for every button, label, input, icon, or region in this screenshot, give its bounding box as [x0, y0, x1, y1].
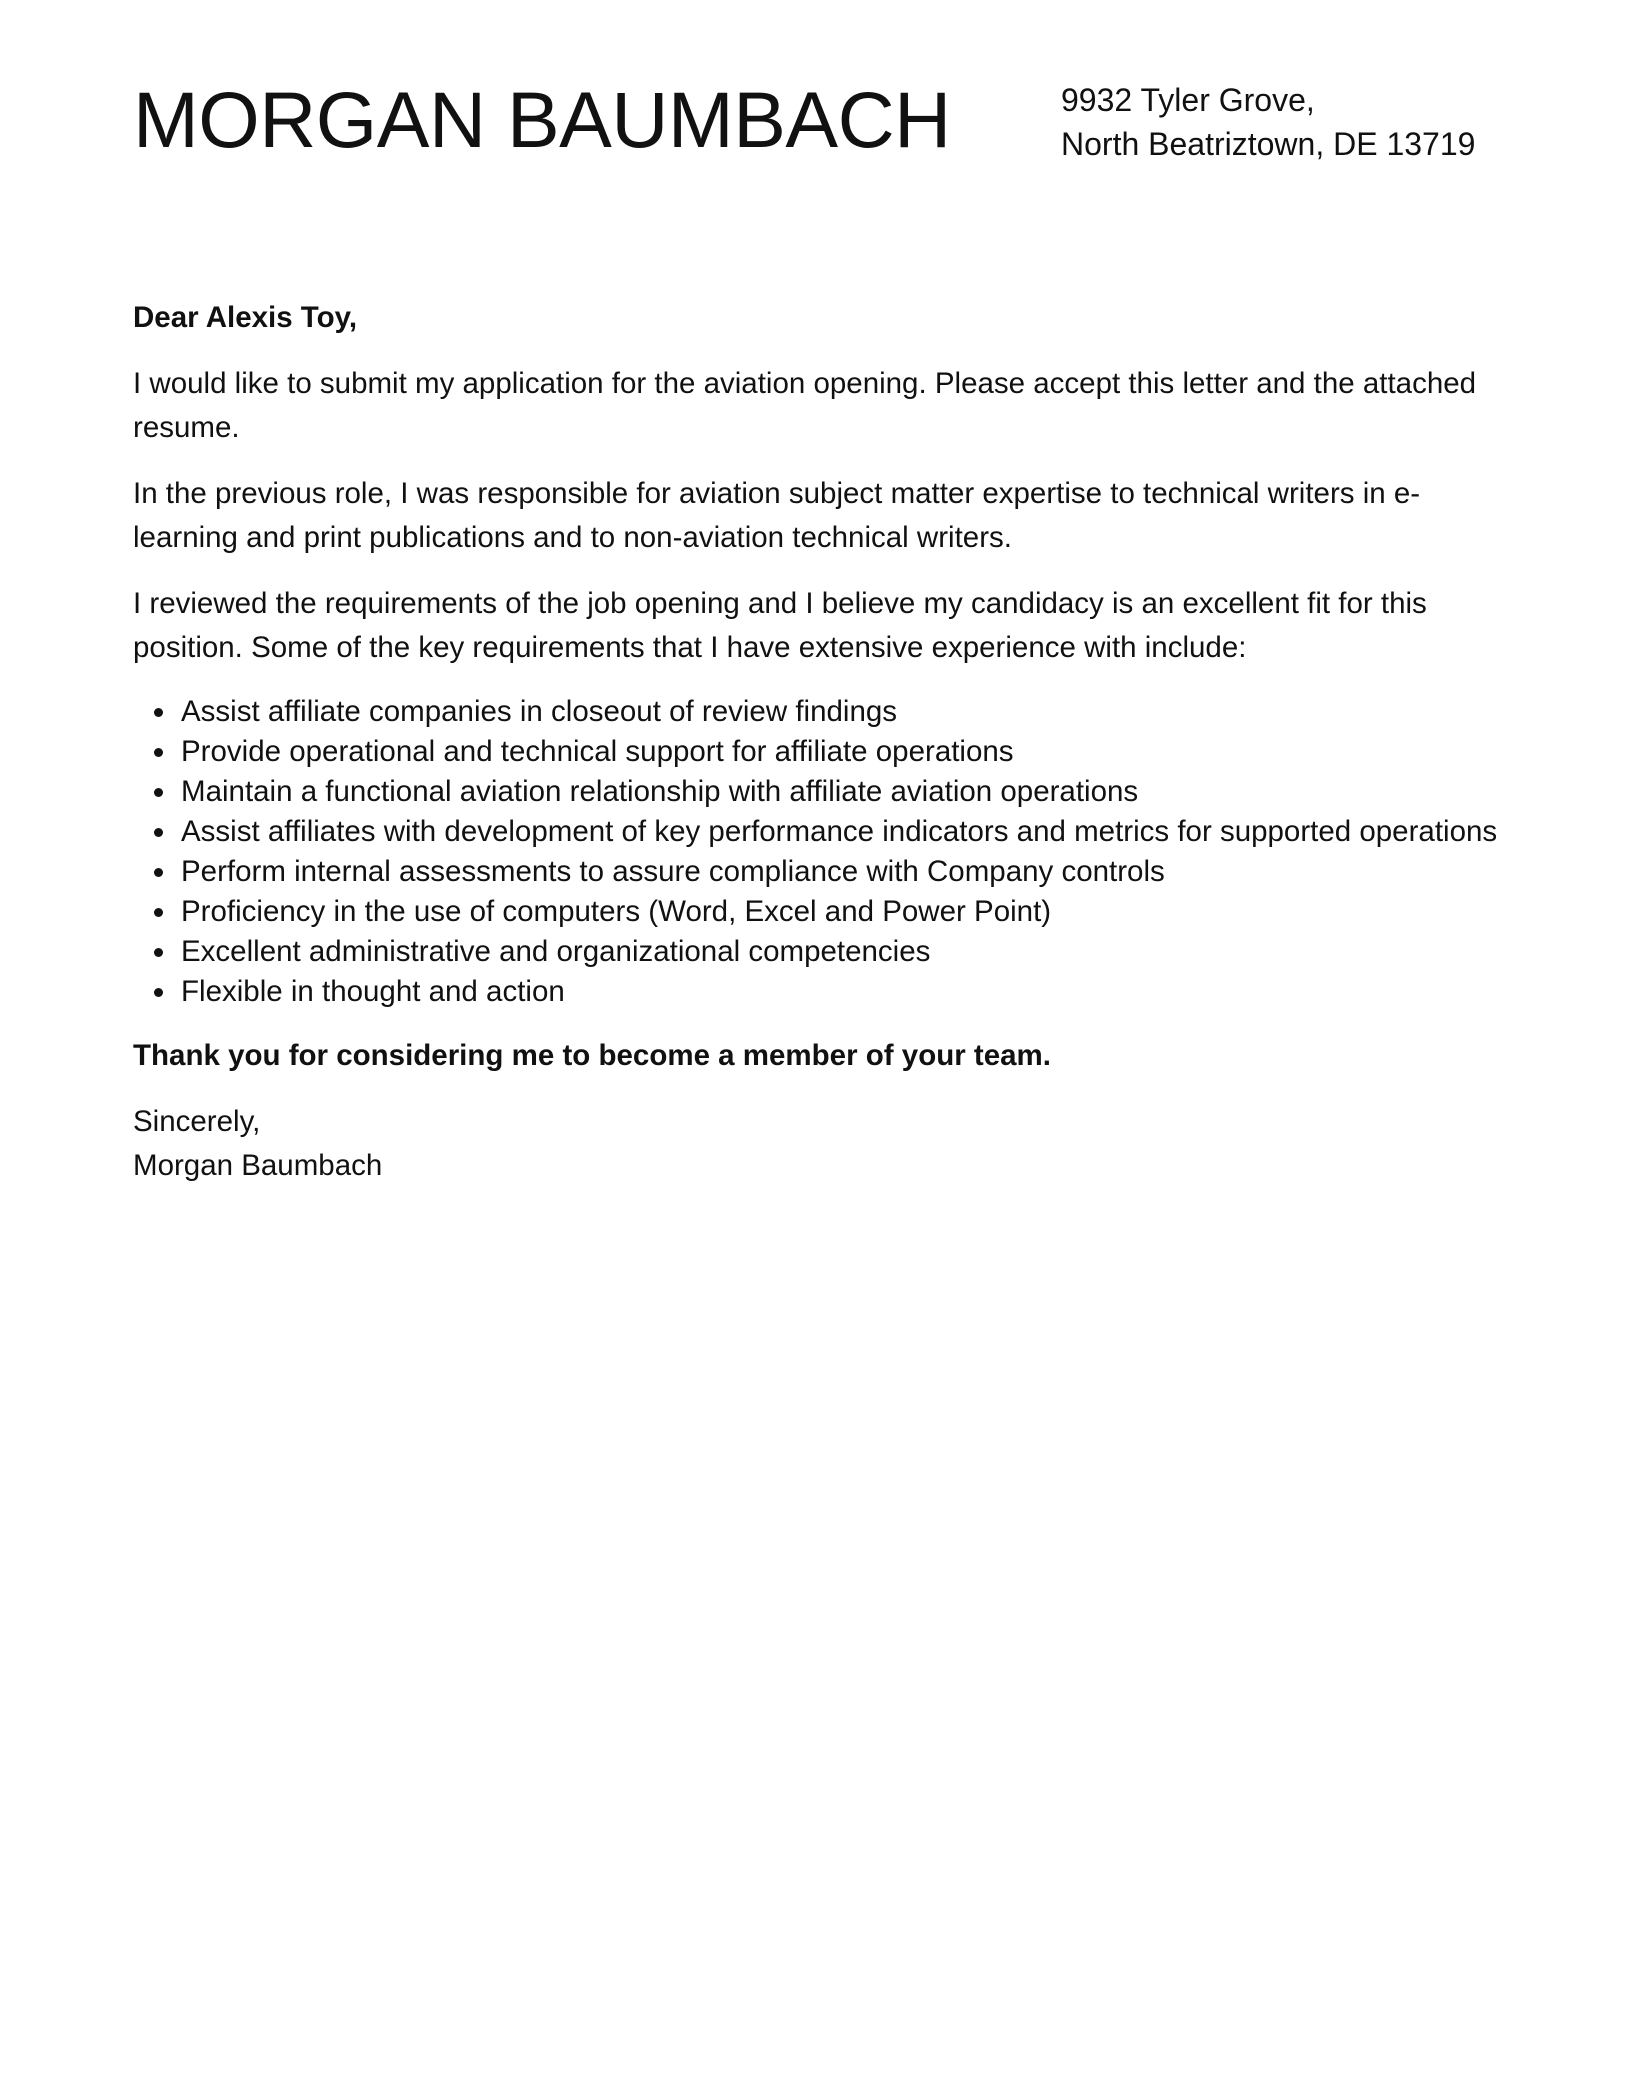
address-line-1: 9932 Tyler Grove, [1061, 82, 1315, 118]
list-item-text: Assist affiliate companies in closeout of review findings [181, 695, 898, 728]
applicant-address [1061, 78, 1475, 166]
list-item-text: Proficiency in the use of computers (Word, Excel and Power Point) [181, 895, 1052, 928]
list-item [181, 732, 1499, 772]
list-item [181, 692, 1499, 732]
bullet-icon [154, 988, 163, 997]
signature-name: Morgan Baumbach [133, 1149, 383, 1182]
list-item [181, 932, 1499, 972]
paragraph-intro: I would like to submit my application for the aviation opening. Please accept this letter and the attached resume. [133, 367, 1477, 444]
list-item-text: Maintain a functional aviation relationship with affiliate aviation operations [181, 775, 1139, 808]
list-item-text: Excellent administrative and organizational competencies [181, 935, 931, 968]
letter-header [133, 72, 1499, 182]
greeting: Dear Alexis Toy, [133, 301, 358, 334]
list-item-text: Flexible in thought and action [181, 975, 565, 1008]
list-item [181, 972, 1499, 1012]
signoff: Sincerely, [133, 1105, 261, 1138]
closing-line: Thank you for considering me to become a member of your team. [133, 1039, 1051, 1072]
paragraph-requirements-intro: I reviewed the requirements of the job opening and I believe my candidacy is an excellent fit for this position. Some of the key requirements that I have extensive experience with include: [133, 587, 1427, 664]
bullet-icon [154, 868, 163, 877]
address-line-2: North Beatriztown, DE 13719 [1061, 126, 1476, 162]
bullet-icon [154, 788, 163, 797]
applicant-name: MORGAN BAUMBACH [133, 75, 951, 164]
list-item [181, 892, 1499, 932]
bullet-icon [154, 748, 163, 757]
bullet-icon [154, 908, 163, 917]
letter-body [133, 296, 1499, 1188]
list-item-text: Provide operational and technical support for affiliate operations [181, 735, 1014, 768]
bullet-icon [154, 708, 163, 717]
list-item-text: Perform internal assessments to assure compliance with Company controls [181, 855, 1165, 888]
list-item [181, 852, 1499, 892]
requirements-list [133, 692, 1499, 1012]
bullet-icon [154, 948, 163, 957]
bullet-icon [154, 828, 163, 837]
paragraph-previous-role: In the previous role, I was responsible for aviation subject matter expertise to technical writers in e-learning and print publications and to non-aviation technical writers. [133, 477, 1421, 554]
list-item [181, 812, 1499, 852]
list-item [181, 772, 1499, 812]
signoff-block [133, 1100, 1499, 1188]
list-item-text: Assist affiliates with development of key performance indicators and metrics for supported operations [181, 815, 1498, 848]
